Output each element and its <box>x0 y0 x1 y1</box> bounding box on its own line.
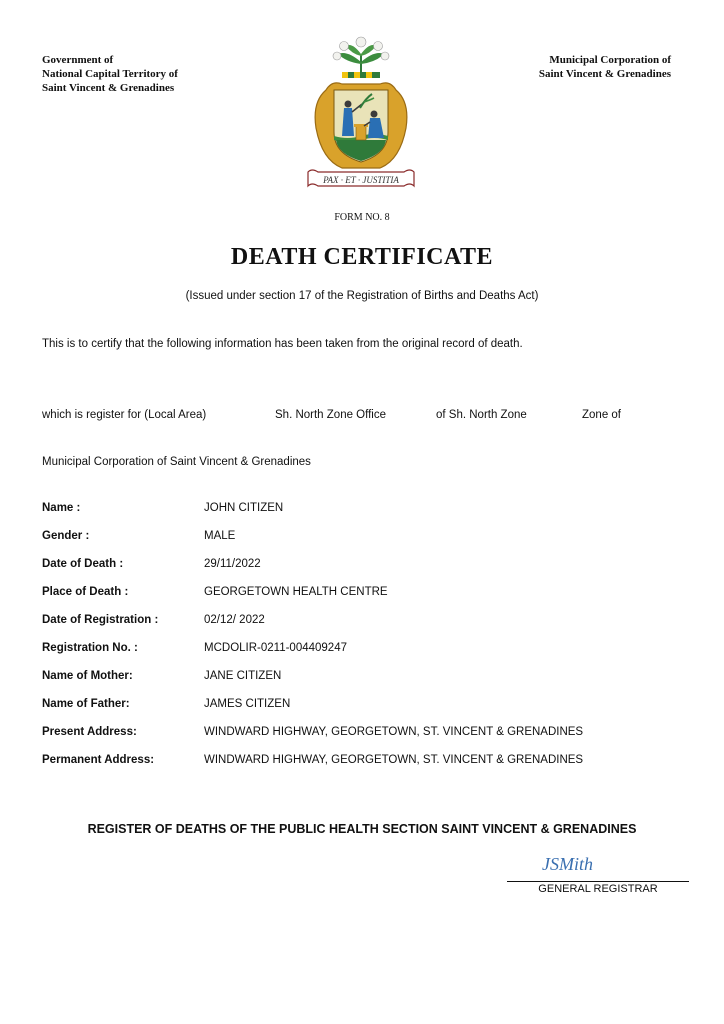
field-value-name-of-mother: JANE CITIZEN <box>204 670 282 682</box>
field-label-name-of-mother: Name of Mother: <box>42 670 133 682</box>
register-zone: of Sh. North Zone <box>436 409 527 421</box>
header-right-authority <box>539 53 671 81</box>
field-value-registration-no: MCDOLIR-0211-004409247 <box>204 642 347 654</box>
field-value-date-of-registration: 02/12/ 2022 <box>204 614 265 626</box>
certify-statement: This is to certify that the following information has been taken from the original record of death. <box>42 338 523 350</box>
field-label-name-of-father: Name of Father: <box>42 698 130 710</box>
page-title: DEATH CERTIFICATE <box>230 244 494 270</box>
register-zone-of: Zone of <box>582 409 621 421</box>
signature-title: GENERAL REGISTRAR <box>538 883 658 895</box>
header-left-line-3: Saint Vincent & Grenadines <box>42 82 175 94</box>
field-label-gender: Gender : <box>42 530 90 542</box>
signature-line <box>507 881 689 882</box>
signature-text: JSMith <box>542 854 593 874</box>
field-value-present-address: WINDWARD HIGHWAY, GEORGETOWN, ST. VINCENT & GRENADINES <box>204 726 584 738</box>
field-value-name: JOHN CITIZEN <box>204 502 284 514</box>
field-value-place-of-death: GEORGETOWN HEALTH CENTRE <box>204 586 388 598</box>
field-value-date-of-death: 29/11/2022 <box>204 558 261 570</box>
field-label-date-of-death: Date of Death : <box>42 558 124 570</box>
register-office: Sh. North Zone Office <box>275 409 387 421</box>
municipality-line: Municipal Corporation of Saint Vincent & Grenadines <box>42 456 311 468</box>
header-right-line-2: Saint Vincent & Grenadines <box>538 68 671 80</box>
field-label-name: Name : <box>42 502 81 514</box>
page-subtitle: (Issued under section 17 of the Registration of Births and Deaths Act) <box>185 290 539 302</box>
form-number: FORM NO. 8 <box>334 212 390 223</box>
cotton-plant-icon <box>333 37 389 72</box>
crest-motto: PAX · ET · JUSTITIA <box>323 175 399 185</box>
register-local-area-label: which is register for (Local Area) <box>42 409 207 421</box>
header-left-line-2: National Capital Territory of <box>42 68 178 80</box>
field-label-present-address: Present Address: <box>42 726 137 738</box>
coat-of-arms-icon <box>302 32 420 198</box>
field-label-place-of-death: Place of Death : <box>42 586 129 598</box>
field-label-date-of-registration: Date of Registration : <box>42 614 159 626</box>
field-value-gender: MALE <box>204 530 236 542</box>
field-value-permanent-address: WINDWARD HIGHWAY, GEORGETOWN, ST. VINCENT & GRENADINES <box>204 754 584 766</box>
field-value-name-of-father: JAMES CITIZEN <box>204 698 291 710</box>
header-right-line-1: Municipal Corporation of <box>549 54 671 66</box>
header-left-authority <box>42 53 178 95</box>
header-left-line-1: Government of <box>42 54 114 66</box>
register-footer: REGISTER OF DEATHS OF THE PUBLIC HEALTH SECTION SAINT VINCENT & GRENADINES <box>87 822 637 836</box>
field-label-registration-no: Registration No. : <box>42 642 138 654</box>
field-label-permanent-address: Permanent Address: <box>42 754 155 766</box>
registrar-signature <box>528 850 648 878</box>
